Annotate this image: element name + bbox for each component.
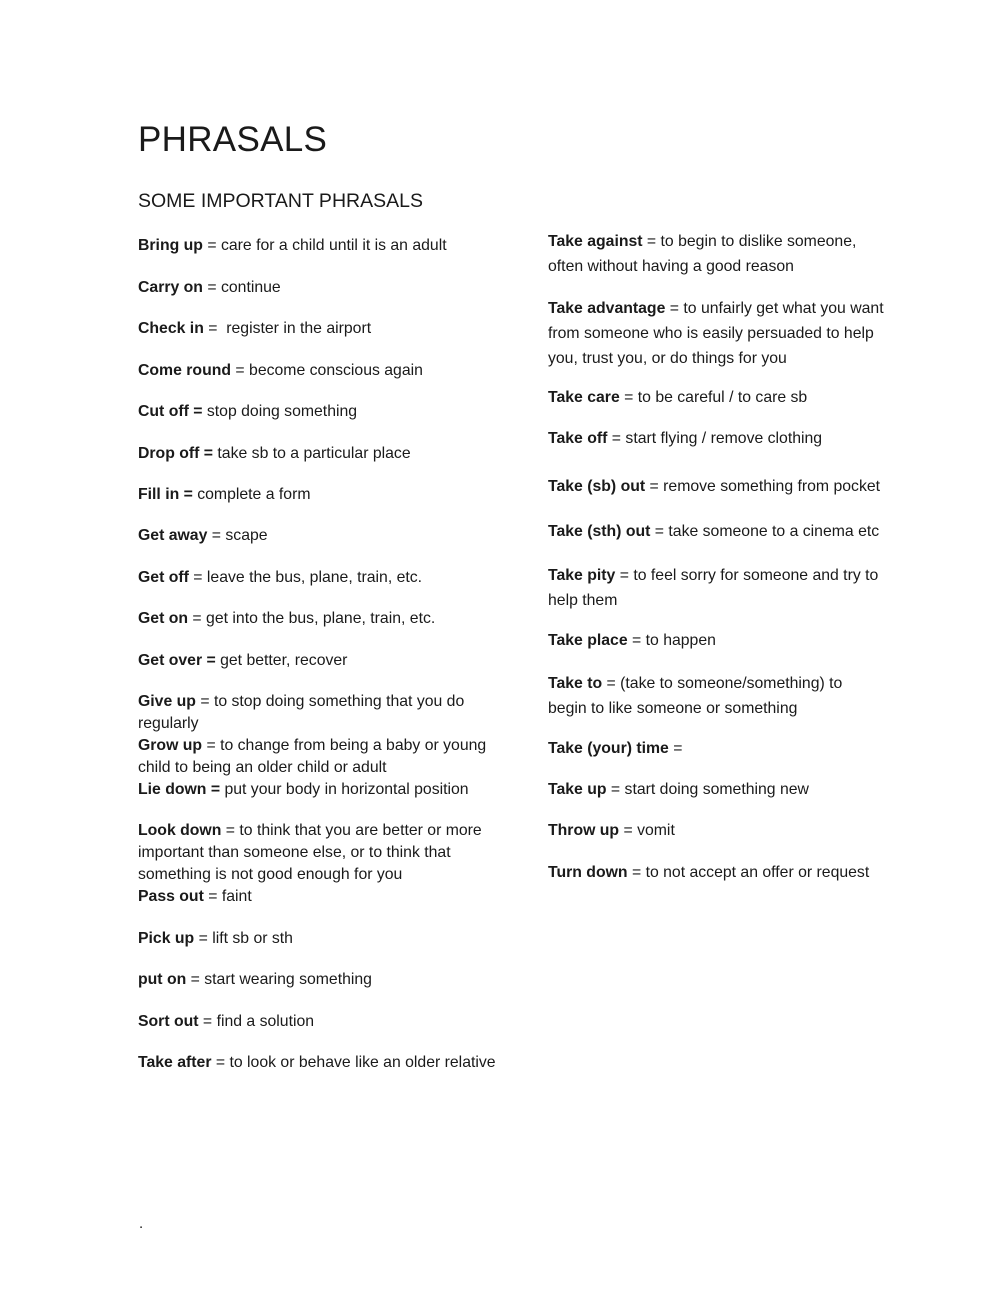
entry-definition: become conscious again [249,362,423,379]
entry-term: Take against [548,233,643,250]
entry-throw-up [548,820,908,842]
entry-term: Bring up [138,237,203,254]
entry-definition: remove something from pocket [663,478,881,495]
entry-term: Grow up [138,737,203,754]
entry-carry-on [138,277,523,299]
entry-take-advantage [548,296,900,371]
entry-sep: = [195,693,214,710]
entry-term: Get off [138,569,189,586]
entry-definition: to think that you are better or more important than someone else, or to think that something is not good enough for you [138,822,482,883]
entry-sep: = [231,362,250,379]
entry-sep: = [221,822,240,839]
entry-sep: = [188,569,207,586]
entry-take-pity [548,563,903,613]
entry-definition: to unfairly get what you want from someone who is easily persuaded to help you, trust you, or do things for you [548,300,884,367]
entry-take-sth-out [548,521,908,543]
entry-term: Take up [548,781,607,798]
entry-sep: = [642,233,661,250]
entry-term: Take (sb) out [548,478,646,495]
entry-come-round [138,360,523,382]
entry-definition: to happen [645,632,716,649]
entry-definition: get into the bus, plane, train, etc. [206,610,436,627]
entry-definition: (take to someone/something) to begin to like someone or something [548,675,843,717]
entry-look-down [138,820,510,886]
entry-definition: start wearing something [204,971,372,988]
entry-definition: start flying / remove clothing [625,430,823,447]
entry-term: Carry on [138,279,203,296]
entry-sep: = [650,523,669,540]
entry-fill-in [138,484,523,506]
entry-sep: = [665,300,684,317]
entry-take-after [138,1052,538,1074]
entry-turn-down [548,862,928,884]
entry-get-over [138,650,523,672]
entry-term: Take (sth) out [548,523,651,540]
entry-sep: = [202,737,221,754]
entry-drop-off [138,443,523,465]
entry-put-on [138,969,523,991]
entry-definition: continue [220,279,281,296]
entry-sep: = [607,430,626,447]
entry-check-in [138,318,523,340]
entry-term: Sort out [138,1013,199,1030]
entry-definition: faint [221,888,252,905]
entry-term: Pass out [138,888,204,905]
entry-lie-down [138,779,523,801]
footer-dot: . [139,1215,144,1232]
entry-sep: = [202,237,221,254]
entry-take-care [548,387,908,409]
entry-term: Give up [138,693,196,710]
entry-definition: to be careful / to care sb [637,389,808,406]
entry-term: Take (your) time [548,740,669,757]
entry-take-against [548,229,878,279]
entry-sep: = [203,888,222,905]
entry-definition: to not accept an offer or request [645,864,870,881]
entry-take-place [548,630,908,652]
entry-give-up [138,691,523,735]
entry-term: Get over = [138,652,216,669]
entry-term: Pick up [138,930,195,947]
entry-definition: scape [225,527,268,544]
entry-definition: to change from being a baby or young child to being an older child or adult [138,737,487,776]
entry-sep: = [645,478,664,495]
entry-grow-up [138,735,508,779]
entry-pick-up [138,928,523,950]
entry-term: Turn down [548,864,628,881]
entry-term: Take pity [548,567,616,584]
entry-term: Take after [138,1054,212,1071]
entry-take-off [548,428,908,450]
entry-sep: = [606,781,625,798]
entry-get-on [138,608,523,630]
entry-definition: complete a form [197,486,311,503]
entry-sep: = [668,740,683,757]
entry-term: Fill in = [138,486,193,503]
entry-sep: = [186,971,205,988]
entry-bring-up [138,235,523,257]
entry-definition: to stop doing something that you do regularly [138,693,465,732]
entry-definition: care for a child until it is an adult [220,237,447,254]
entry-definition: take sb to a particular place [217,445,411,462]
entry-sep: = [202,279,221,296]
entry-term: Check in [138,320,204,337]
entry-term: Take to [548,675,603,692]
entry-get-away [138,525,523,547]
entry-definition: register in the airport [226,320,372,337]
entry-definition: lift sb or sth [212,930,293,947]
entry-definition: stop doing something [206,403,358,420]
entry-pass-out [138,886,523,908]
entry-term: Drop off = [138,445,214,462]
entry-sep: = [619,822,638,839]
entry-term: Lie down = [138,781,221,798]
entry-sep: = [211,1054,230,1071]
entry-definition: get better, recover [220,652,348,669]
entry-term: put on [138,971,187,988]
entry-definition: to begin to dislike someone, often without having a good reason [548,233,857,275]
entry-sort-out [138,1011,523,1033]
entry-definition: to feel sorry for someone and try to help them [548,567,879,609]
entry-sep: = [203,320,227,337]
entry-definition: vomit [637,822,675,839]
entry-take-your-time [548,738,908,760]
entry-definition: find a solution [216,1013,315,1030]
entry-get-off [138,567,523,589]
entry-term: Take advantage [548,300,666,317]
entry-take-up [548,779,908,801]
entry-sep: = [627,864,646,881]
entry-sep: = [188,610,207,627]
entry-sep: = [619,389,638,406]
page-subtitle: SOME IMPORTANT PHRASALS [138,190,423,212]
entry-sep: = [207,527,226,544]
entry-definition: start doing something new [624,781,809,798]
entry-term: Take place [548,632,628,649]
entry-sep: = [194,930,213,947]
entry-term: Get on [138,610,189,627]
entry-term: Cut off = [138,403,203,420]
entry-term: Get away [138,527,208,544]
entry-term: Come round [138,362,232,379]
entry-take-to [548,671,873,721]
entry-sep: = [602,675,621,692]
entry-definition: to look or behave like an older relative [229,1054,496,1071]
page-title: PHRASALS [138,120,328,159]
entry-sep: = [198,1013,217,1030]
entry-term: Take care [548,389,620,406]
entry-term: Take off [548,430,608,447]
entry-sep: = [627,632,646,649]
entry-definition: take someone to a cinema etc [668,523,880,540]
entry-sep: = [615,567,634,584]
entry-take-sb-out [548,476,908,498]
entry-definition: leave the bus, plane, train, etc. [206,569,423,586]
entry-definition: put your body in horizontal position [224,781,469,798]
entry-cut-off [138,401,523,423]
entry-term: Throw up [548,822,620,839]
entry-term: Look down [138,822,222,839]
